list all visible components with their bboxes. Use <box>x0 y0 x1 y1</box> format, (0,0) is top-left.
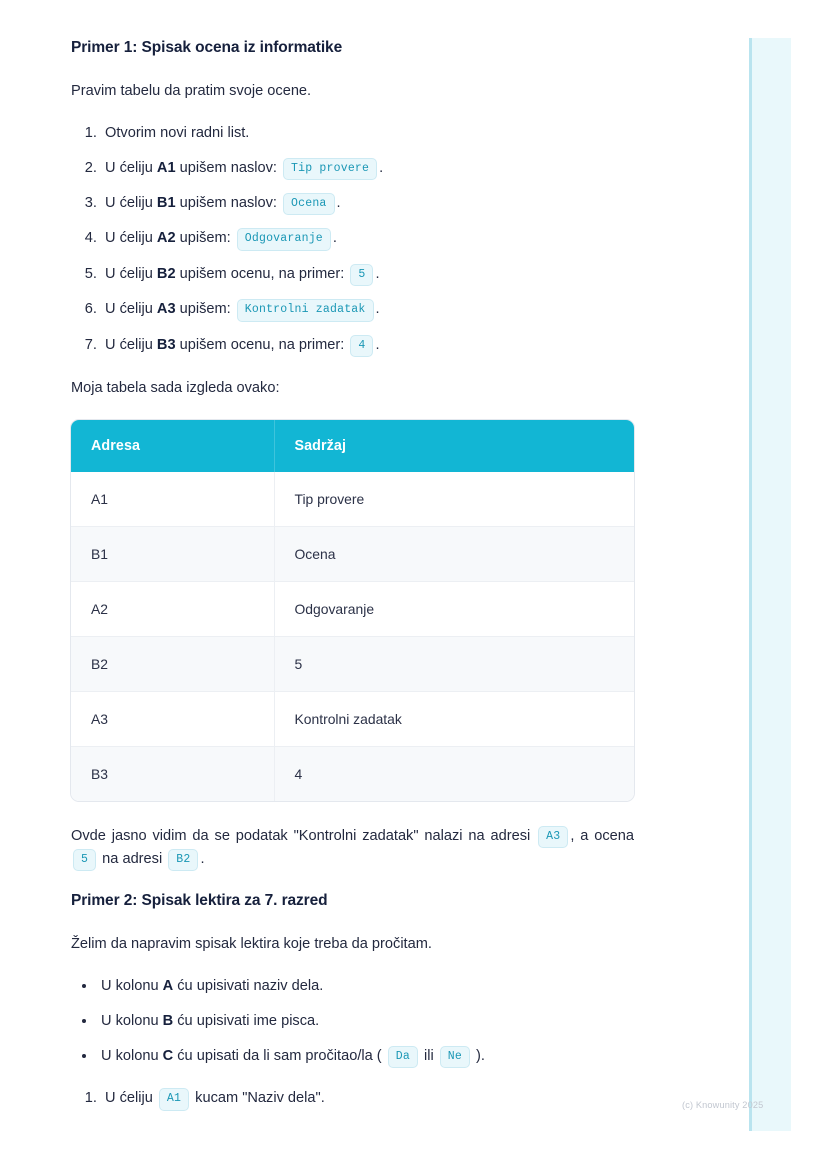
table-cell-address: B1 <box>71 526 274 581</box>
list-item <box>101 193 634 215</box>
table-cell-content: Ocena <box>274 526 634 581</box>
list-item <box>97 1011 634 1033</box>
step-text-mid: upišem naslov: <box>175 159 282 176</box>
bullet-text-mid: ću upisivati ime pisca. <box>173 1012 320 1029</box>
page-title-example1: Primer 1: Spisak ocena iz informatike <box>71 39 343 56</box>
column-reference: A <box>162 978 174 994</box>
table-column-header-sadrzaj: Sadržaj <box>274 420 634 472</box>
code-chip: B2 <box>168 849 198 871</box>
step-text-post: . <box>332 230 337 247</box>
column-reference: B <box>162 1012 174 1029</box>
document-content <box>71 38 634 1131</box>
code-chip: 4 <box>350 335 373 357</box>
conclusion-text-2: , a ocena <box>570 827 634 844</box>
step-text-mid: upišem: <box>175 230 235 247</box>
list-item <box>101 264 634 286</box>
table-row <box>71 746 634 801</box>
bullet-text: U kolonu <box>101 1047 163 1064</box>
code-chip: 5 <box>73 849 96 871</box>
list-item <box>101 299 634 321</box>
conclusion-text-3: na adresi <box>98 850 167 867</box>
table-cell-address: B3 <box>71 746 274 801</box>
table-row <box>71 472 634 527</box>
code-chip: Da <box>388 1046 418 1068</box>
table-row <box>71 581 634 636</box>
table-cell-content: Kontrolni zadatak <box>274 691 634 746</box>
step-text-post: . <box>375 265 380 282</box>
code-chip: Odgovaranje <box>237 228 331 250</box>
step-text-post: . <box>375 336 380 353</box>
step-text-mid: upišem: <box>175 301 235 318</box>
table-cell-address: A3 <box>71 691 274 746</box>
step-text: U ćeliju <box>105 230 157 247</box>
list-item <box>97 976 634 998</box>
code-chip: A3 <box>538 826 568 848</box>
conclusion-text-1: Ovde jasno vidim da se podatak "Kontrolni zadatak" nalazi na adresi <box>71 827 537 844</box>
table-row <box>71 691 634 746</box>
bullet-text: U kolonu <box>101 978 163 994</box>
page-title-example2: Primer 2: Spisak lektira za 7. razred <box>71 892 328 910</box>
table-header <box>71 420 634 472</box>
step-text: U ćeliju <box>105 195 157 212</box>
step-text: Otvorim novi radni list. <box>105 124 250 141</box>
code-chip: Kontrolni zadatak <box>237 299 374 321</box>
step-text-mid: upišem ocenu, na primer: <box>175 265 349 282</box>
step-text: U ćeliju <box>105 301 157 318</box>
table-cell-content: Tip provere <box>274 472 634 527</box>
code-chip: A1 <box>159 1088 189 1110</box>
copyright-watermark: (c) Knowunity 2025 <box>682 1100 764 1110</box>
table-header-row <box>71 420 634 472</box>
bullet-text-post: ). <box>471 1047 485 1064</box>
step-text: U ćeliju <box>105 265 157 282</box>
step-text-post: . <box>336 195 341 212</box>
table-column-header-adresa: Adresa <box>71 420 274 472</box>
cell-reference: A3 <box>156 301 176 318</box>
cell-reference: B1 <box>156 195 176 212</box>
list-item <box>101 158 634 180</box>
step-text-post: . <box>379 159 384 176</box>
code-chip: 5 <box>350 264 373 286</box>
column-reference: C <box>162 1047 174 1064</box>
intro-paragraph-example2: Želim da napravim spisak lektira koje treba da pročitam. <box>71 936 432 953</box>
steps-list-example1 <box>71 123 634 357</box>
table-body <box>71 472 634 801</box>
code-chip: Tip provere <box>283 158 377 180</box>
conclusion-paragraph <box>71 825 634 872</box>
list-item <box>101 228 634 250</box>
cell-reference: B3 <box>156 336 176 353</box>
bullet-text-mid: ću upisivati naziv dela. <box>173 978 324 994</box>
code-chip: Ne <box>440 1046 470 1068</box>
table-cell-address: A2 <box>71 581 274 636</box>
table-cell-address: B2 <box>71 636 274 691</box>
table-cell-content: 4 <box>274 746 634 801</box>
bullet-text-mid2: ili <box>419 1047 438 1064</box>
step-text: U ćeliju <box>105 159 157 176</box>
list-item <box>101 335 634 357</box>
list-item <box>97 1046 634 1068</box>
table-row <box>71 636 634 691</box>
bullet-text-mid: ću upisati da li sam pročitao/la ( <box>173 1047 386 1064</box>
bullet-text: U kolonu <box>101 1012 163 1029</box>
cell-reference: A1 <box>156 159 176 176</box>
conclusion-text-4: . <box>200 850 205 867</box>
cell-reference: B2 <box>156 265 176 282</box>
step-text: U ćeliju <box>105 336 157 353</box>
step-text-mid: upišem ocenu, na primer: <box>175 336 349 353</box>
table-cell-content: 5 <box>274 636 634 691</box>
table-cell-address: A1 <box>71 472 274 527</box>
table-cell-content: Odgovaranje <box>274 581 634 636</box>
intro-paragraph-example1: Pravim tabelu da pratim svoje ocene. <box>71 83 312 100</box>
step-text: U ćeliju <box>105 1090 157 1107</box>
bullet-list-example2 <box>71 976 634 1068</box>
steps-list-example2 <box>71 1088 634 1110</box>
right-accent-strip <box>749 38 791 1131</box>
code-chip: Ocena <box>283 193 335 215</box>
table-row <box>71 526 634 581</box>
step-text-mid: upišem naslov: <box>175 195 282 212</box>
spreadsheet-table <box>71 420 634 801</box>
cell-reference: A2 <box>156 230 176 247</box>
list-item <box>101 1088 634 1110</box>
step-text-post: . <box>375 301 380 318</box>
step-text-post: kucam "Naziv dela". <box>191 1090 325 1107</box>
list-item <box>101 123 634 145</box>
table-intro-paragraph: Moja tabela sada izgleda ovako: <box>71 379 280 396</box>
